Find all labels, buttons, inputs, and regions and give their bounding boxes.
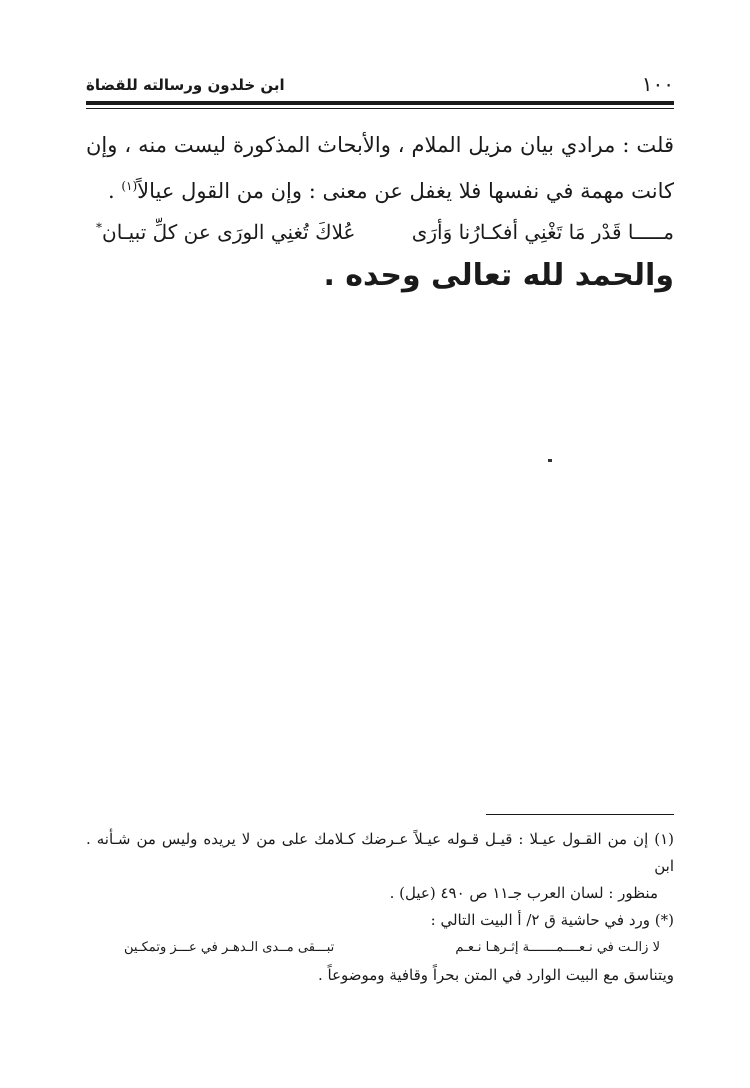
footnote-ref-1: (١) <box>121 179 138 193</box>
footnote-1-line-1: (١) إن من القـول عيـلا : قيـل قـوله عيـلاً عـرضك كـلامك على من لا يريده وليس من شـأنه . ابن <box>86 830 674 875</box>
page-number: ١٠٠ <box>641 72 674 96</box>
footnotes-block <box>86 826 674 989</box>
footnote-2-line-3: ويتناسق مع البيت الوارد في المتن بحراً وقافية وموضوعاً . <box>317 966 674 984</box>
main-paragraph <box>86 122 674 214</box>
page-header <box>86 70 674 100</box>
footnote-separator <box>486 814 674 815</box>
verse-second-hemistich <box>96 220 355 244</box>
running-title: ابن خلدون ورسالته للقضاة <box>86 76 285 94</box>
verse-asterisk-mark: * <box>96 220 102 235</box>
closing-doxology: والحمد لله تعالى وحده . <box>323 258 674 293</box>
ink-speck <box>548 459 552 462</box>
footnote-1-line-2: منظور : لسان العرب جـ١١ ص ٤٩٠ (عيل) . <box>389 884 658 902</box>
footnote-2-verse <box>86 934 674 962</box>
footnote-2-line-1: (*) ورد في حاشية ق ٢/ أ البيت التالي : <box>430 911 674 929</box>
verse-second-text: عُلاكَ تُغنِي الورَى عن كلِّ تبيـان <box>102 220 356 244</box>
header-rule-thin <box>86 108 674 109</box>
paragraph-end: . <box>107 179 122 203</box>
paragraph-text: قلت : مرادي بيان مزيل الملام ، والأبحاث المذكورة ليست منه ، وإن كانت مهمة في نفسها فلا يغفل عن معنى : وإن من القول عيالاً <box>86 133 674 203</box>
footnote-verse-second-hemistich: تبـــقى مــدى الـدهـر في عـــز وتمكـين <box>124 940 335 955</box>
poem-verse <box>96 216 674 256</box>
verse-first-hemistich: مـــــا قَدْر مَا تَغْنِي أفكـارُنا وَأرَى <box>411 220 674 244</box>
header-rule-thick <box>86 101 674 105</box>
footnote-verse-first-hemistich: لا زالـت في نـعــــمـــــــة إثـرهـا نـعـم <box>455 940 660 955</box>
